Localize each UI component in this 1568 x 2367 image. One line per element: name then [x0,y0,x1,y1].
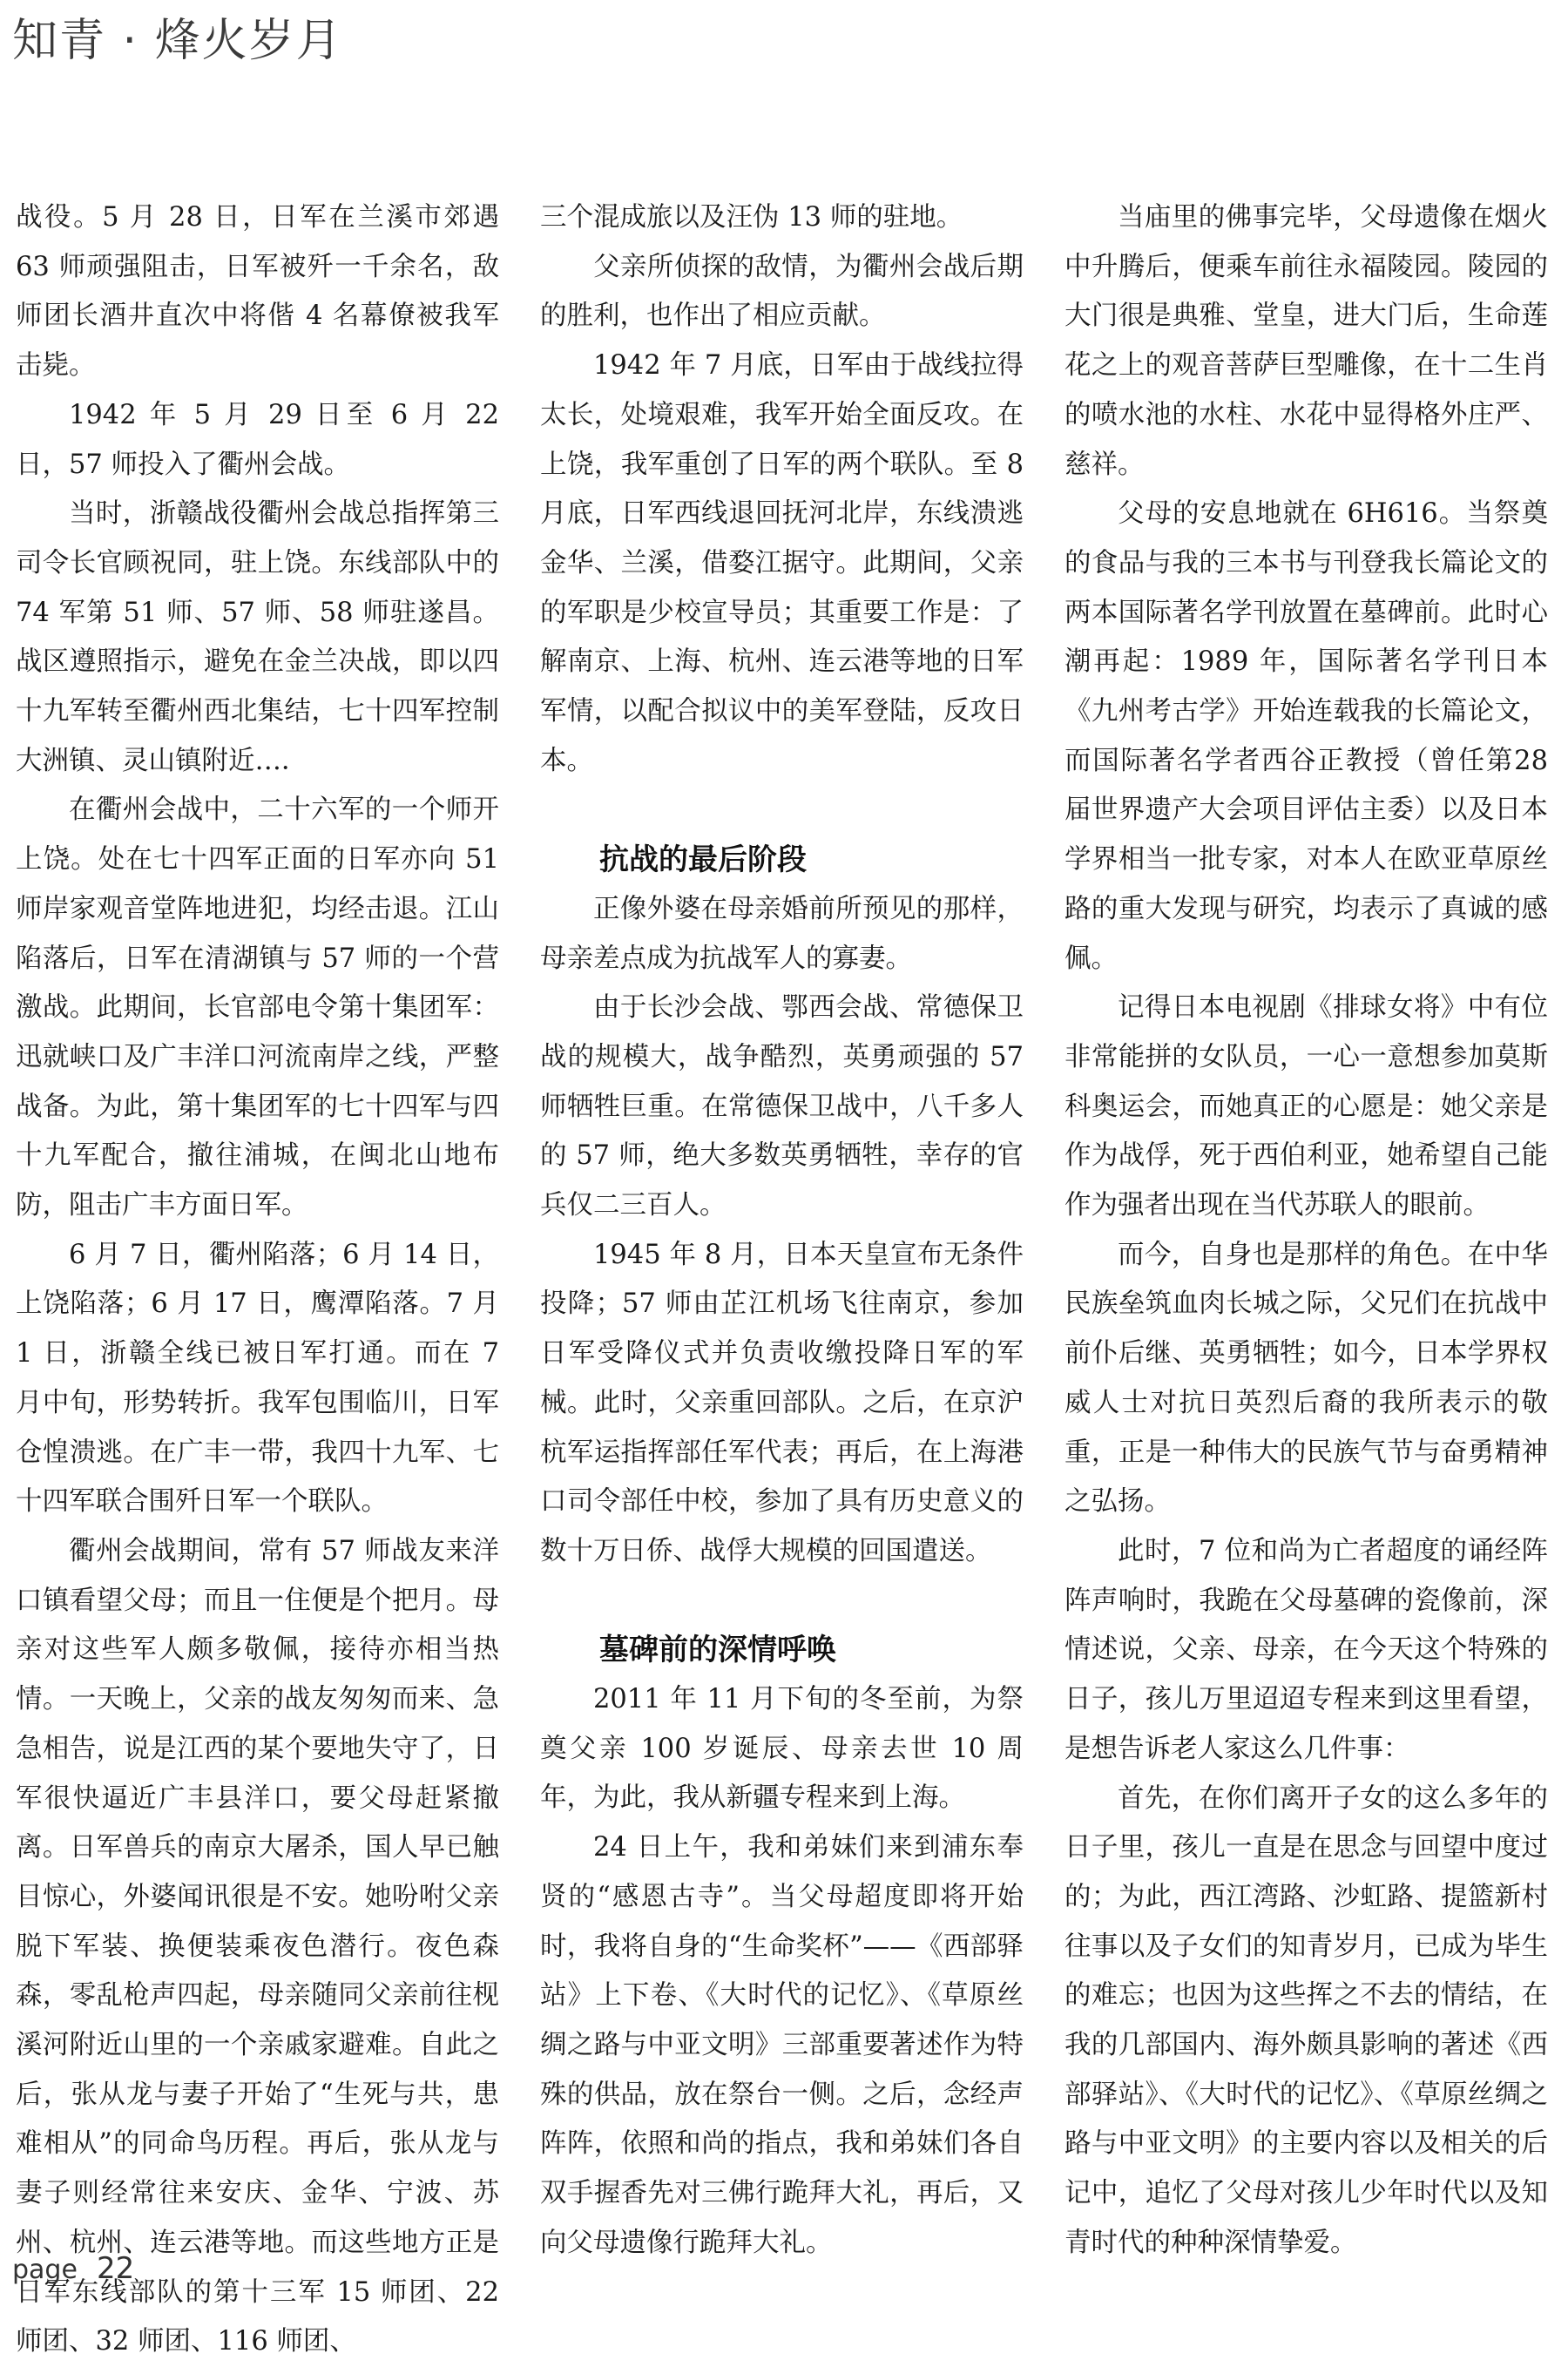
paragraph: 由于长沙会战、鄂西会战、常德保卫战的规模大，战争酷烈，英勇顽强的 57 师牺牲巨重。在常德保卫战中，八千多人的 57 师，绝大多数英勇牺牲，幸存的官兵仅二三百人。 [540,992,1024,1221]
paragraph: 1942 年 7 月底，日军由于战线拉得太长，处境艰难，我军开始全面反攻。在上饶，我军重创了日军的两个联队。至 8 月底，日军西线退回抚河北岸，东线溃逃金华、兰溪，借婺江据守。此期间，父亲的军职是少校宣导员；其重要工作是：了解南京、上海、杭州、连云港等地的日军军情，以配合拟议中的美军登陆，反攻日本。 [540,350,1024,776]
paragraph: 正像外婆在母亲婚前所预见的那样，母亲差点成为抗战军人的寡妻。 [540,893,1024,974]
paragraph: 战役。5 月 28 日，日军在兰溪市郊遇 63 师顽强阻击，日军被歼一千余名，敌师团长酒井直次中将偕 4 名幕僚被我军击毙。 [16,202,499,382]
magazine-section-title: 知青 · 烽火岁月 [12,15,343,67]
paragraph: 记得日本电视剧《排球女将》中有位非常能拼的女队员，一心一意想参加莫斯科奥运会，而她真正的心愿是：她父亲是作为战俘，死于西伯利亚，她希望自己能作为强者出现在当代苏联人的眼前。 [1064,992,1548,1221]
paragraph: 衢州会战期间，常有 57 师战友来洋口镇看望父母；而且一住便是个把月。母亲对这些军人颇多敬佩，接待亦相当热情。一天晚上，父亲的战友匆匆而来、急急相告，说是江西的某个要地失守了，日军很快逼近广丰县洋口，要父母赶紧撤离。日军兽兵的南京大屠杀，国人早已触目惊心，外婆闻讯很是不安。她吩咐父亲脱下军装、换便装乘夜色潜行。夜色森森，零乱枪声四起，母亲随同父亲前往枧溪河附近山里的一个亲戚家避难。自此之后，张从龙与妻子开始了“生死与共，患难相从”的同命鸟历程。再后，张从龙与妻子则经常往来安庆、金华、宁波、苏州、杭州、连云港等地。而这些地方正是日军东线部队的第十三军 15 师团、22 师团、32 师团、116 师团、 [16,1535,499,2357]
paragraph: 父母的安息地就在 6H616。当祭奠的食品与我的三本书与刊登我长篇论文的两本国际著名学刊放置在墓碑前。此时心潮再起：1989 年，国际著名学刊日本《九州考古学》开始连载我的长篇论文，而国际著名学者西谷正教授（曾任第28届世界遗产大会项目评估主委）以及日本学界相当一批专家，对本人在欧亚草原丝路的重大发现与研究，均表示了真诚的感佩。 [1064,498,1548,974]
paragraph: 而今，自身也是那样的角色。在中华民族垒筑血肉长城之际，父兄们在抗战中前仆后继、英勇牺牲；如今，日本学界权威人士对抗日英烈后裔的我所表示的敬重，正是一种伟大的民族气节与奋勇精神之弘扬。 [1064,1239,1548,1518]
text-column-1 [16,193,499,2367]
text-column-2 [540,193,1024,2269]
section-heading: 墓碑前的深情呼唤 [599,1633,836,1668]
paragraph: 此时，7 位和尚为亡者超度的诵经阵阵声响时，我跪在父母墓碑的瓷像前，深情述说，父亲、母亲，在今天这个特殊的日子，孩儿万里迢迢专程来到这里看望，是想告诉老人家这么几件事： [1064,1535,1548,1764]
paragraph: 6 月 7 日，衢州陷落；6 月 14 日，上饶陷落；6 月 17 日，鹰潭陷落。7 月 1 日，浙赣全线已被日军打通。而在 7 月中旬，形势转折。我军包围临川，日军仓惶溃逃。在广丰一带，我四十九军、七十四军联合围歼日军一个联队。 [16,1239,499,1518]
paragraph: 24 日上午，我和弟妹们来到浦东奉贤的“感恩古寺”。当父母超度即将开始时，我将自身的“生命奖杯”——《西部驿站》上下卷、《大时代的记忆》、《草原丝绸之路与中亚文明》三部重要著述作为特殊的供品，放在祭台一侧。之后，念经声阵阵，依照和尚的指点，我和弟妹们各自双手握香先对三佛行跪拜大礼，再后，又向父母遗像行跪拜大礼。 [540,1832,1024,2258]
paragraph: 当时，浙赣战役衢州会战总指挥第三司令长官顾祝同，驻上饶。东线部队中的 74 军第 51 师、57 师、58 师驻遂昌。战区遵照指示，避免在金兰决战，即以四十九军转至衢州西北集结，七十四军控制大洲镇、灵山镇附近…． [16,498,499,776]
paragraph: 首先，在你们离开子女的这么多年的日子里，孩儿一直是在思念与回望中度过的；为此，西江湾路、沙虹路、提篮新村往事以及子女们的知青岁月，已成为毕生的难忘；也因为这些挥之不去的情结，在我的几部国内、海外颇具影响的著述《西部驿站》、《大时代的记忆》、《草原丝绸之路与中亚文明》的主要内容以及相关的后记中，追忆了父母对孩儿少年时代以及知青时代的种种深情挚爱。 [1064,1782,1548,2258]
paragraph: 父亲所侦探的敌情，为衢州会战后期的胜利，也作出了相应贡献。 [540,251,1024,332]
text-column-3 [1064,193,1548,2269]
paragraph: 当庙里的佛事完毕，父母遗像在烟火中升腾后，便乘车前往永福陵园。陵园的大门很是典雅、堂皇，进大门后，生命莲花之上的观音菩萨巨型雕像，在十二生肖的喷水池的水柱、水花中显得格外庄严、慈祥。 [1064,202,1548,480]
page-label: page [12,2255,78,2285]
paragraph: 1942 年 5 月 29 日至 6 月 22 日，57 师投入了衢州会战。 [16,399,499,480]
section-heading: 抗战的最后阶段 [599,842,807,878]
paragraph: 1945 年 8 月，日本天皇宣布无条件投降；57 师由芷江机场飞往南京，参加日军受降仪式并负责收缴投降日军的军械。此时，父亲重回部队。之后，在京沪杭军运指挥部任军代表；再后，在上海港口司令部任中校，参加了具有历史意义的数十万日侨、战俘大规模的回国遣送。 [540,1239,1024,1566]
page-number: 22 [96,2251,135,2286]
paragraph: 2011 年 11 月下旬的冬至前，为祭奠父亲 100 岁诞辰、母亲去世 10 周年，为此，我从新疆专程来到上海。 [540,1684,1024,1814]
page-footer [12,2251,134,2286]
paragraph: 三个混成旅以及汪伪 13 师的驻地。 [540,202,963,233]
paragraph: 在衢州会战中，二十六军的一个师开上饶。处在七十四军正面的日军亦向 51 师岸家观音堂阵地进犯，均经击退。江山陷落后，日军在清湖镇与 57 师的一个营激战。此期间，长官部电令第十集团军：迅就峡口及广丰洋口河流南岸之线，严整战备。为此，第十集团军的七十四军与四十九军配合，撤往浦城，在闽北山地布防，阻击广丰方面日军。 [16,795,499,1221]
